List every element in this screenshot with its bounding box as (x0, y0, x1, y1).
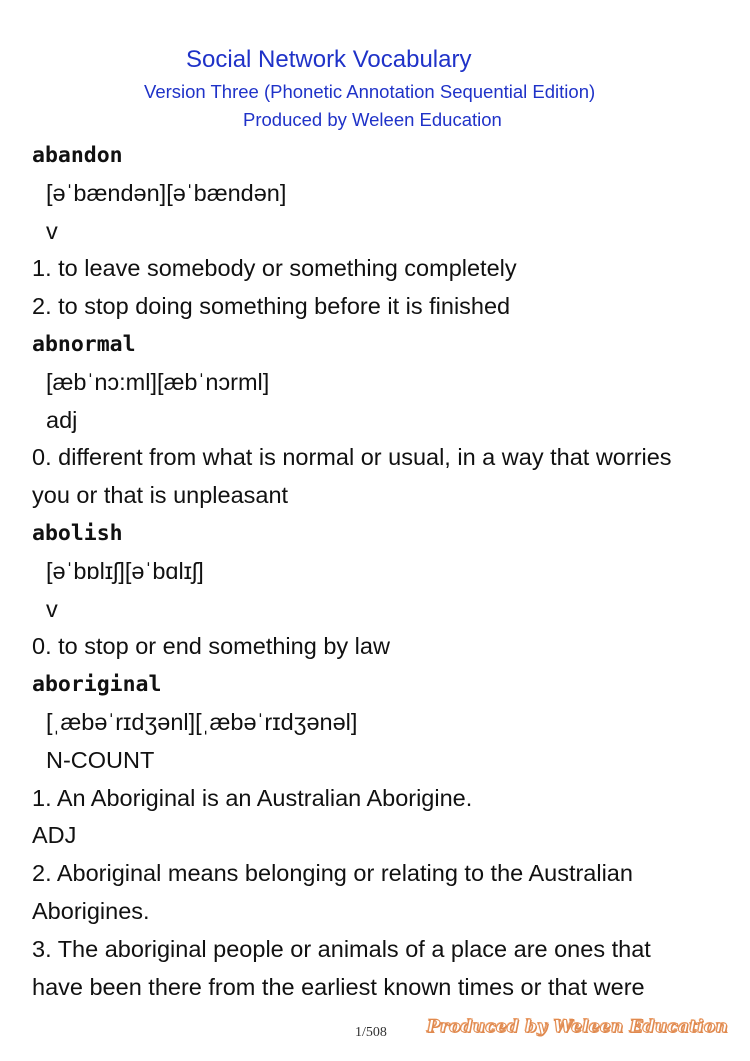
entry-definition-line: 2. Aboriginal means belonging or relating to the Australian (32, 860, 633, 887)
document-title: Social Network Vocabulary (186, 46, 472, 73)
page-number: 1/508 (355, 1025, 387, 1040)
entry-definition-line: ADJ (32, 822, 77, 849)
entry-definition-line: have been there from the earliest known times or that were (32, 973, 645, 1000)
entry-part-of-speech: v (46, 595, 58, 622)
document-subtitle: Version Three (Phonetic Annotation Sequential Edition) (144, 81, 596, 102)
entry-definition-line: 2. to stop doing something before it is finished (32, 293, 511, 320)
entry-word: abandon (32, 143, 123, 168)
entry-phonetic: [æbˈnɔ:ml][æbˈnɔrml] (46, 368, 270, 395)
entry-part-of-speech: adj (46, 406, 78, 433)
entry-definition-line: Aborigines. (32, 897, 150, 924)
entry-definition-line: 1. to leave somebody or something completely (32, 255, 517, 282)
vocabulary-list (32, 137, 732, 1006)
entry-definition-line: 3. The aboriginal people or animals of a place are ones that (32, 935, 651, 962)
entry-definition-line: 0. to stop or end something by law (32, 633, 390, 660)
document-producer: Produced by Weleen Education (243, 109, 502, 130)
entry-phonetic: [əˈbɒlɪʃ][əˈbɑlɪʃ] (46, 557, 204, 584)
entry-word: abolish (32, 520, 123, 546)
entry-word: abnormal (32, 331, 136, 357)
entry-part-of-speech: N-COUNT (46, 746, 155, 773)
brand-watermark: Produced by Weleen Education (426, 1017, 728, 1037)
entry-definition-line: 0. different from what is normal or usual, in a way that worries (32, 444, 672, 471)
entry-word: aboriginal (32, 672, 162, 698)
entry-definition-line: 1. An Aboriginal is an Australian Aborigine. (32, 784, 473, 811)
entry-phonetic: [əˈbændən][əˈbændən] (46, 179, 287, 206)
entry-part-of-speech: v (46, 217, 58, 244)
entry-definition-line: you or that is unpleasant (32, 482, 289, 509)
entry-phonetic: [ˌæbəˈrɪdʒənl][ˌæbəˈrɪdʒənəl] (46, 708, 358, 735)
